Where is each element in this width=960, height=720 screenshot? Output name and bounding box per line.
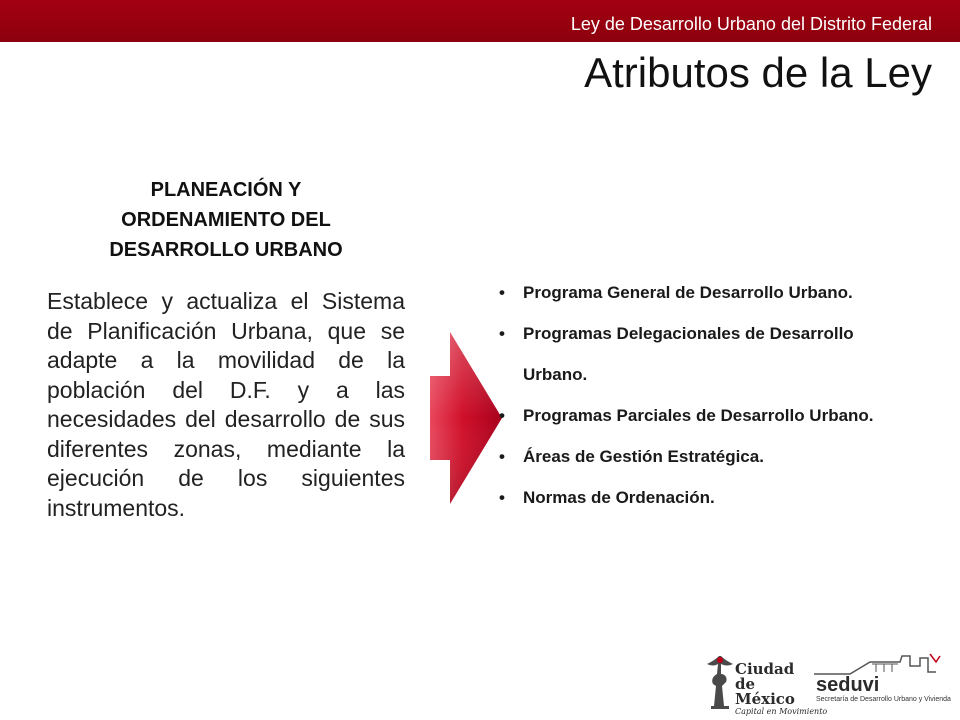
seduvi-name: seduvi — [816, 674, 880, 696]
list-item — [497, 395, 917, 436]
bullet: • — [499, 283, 505, 302]
seduvi-wordmark — [816, 675, 951, 704]
seduvi-logo — [810, 652, 951, 710]
list-item-text: Normas de Ordenación. — [523, 488, 715, 507]
list-item — [497, 477, 917, 518]
list-item — [497, 272, 917, 313]
angel-emblem-icon — [705, 652, 735, 710]
list-item-text: Áreas de Gestión Estratégica. — [523, 447, 764, 466]
section-heading-line: DESARROLLO URBANO — [109, 239, 343, 261]
list-item-text: Programa General de Desarrollo Urbano. — [523, 283, 853, 302]
slide-title: Atributos de la Ley — [584, 49, 932, 96]
cdmx-tagline: Capital en Movimiento — [735, 707, 828, 716]
ciudad-de-mexico-logo — [705, 652, 828, 716]
skyline-icon — [810, 652, 945, 676]
list-item-text: Programas Delegacionales de Desarrollo Urbano. — [523, 324, 854, 384]
right-arrow-icon — [426, 328, 506, 508]
description-paragraph: Establece y actualiza el Sistema de Planificación Urbana, que se adapte a la movilidad de la población del D.F. y a las necesidades del desarrollo de sus diferentes zonas, mediante la ejecución de los siguientes instrumentos. — [47, 288, 405, 521]
list-item — [497, 436, 917, 477]
section-heading — [47, 175, 405, 265]
footer-logos — [705, 652, 951, 716]
section-heading-line: ORDENAMIENTO DEL — [121, 209, 331, 231]
bullet: • — [499, 406, 505, 425]
header-bar — [0, 0, 960, 42]
section-heading-line: PLANEACIÓN Y — [150, 179, 302, 201]
seduvi-tagline: Secretaría de Desarrollo Urbano y Vivienda — [816, 696, 951, 703]
bullet: • — [499, 488, 505, 507]
instrument-list — [497, 272, 917, 518]
list-item — [497, 313, 917, 395]
cdmx-name: Ciudad de México — [735, 660, 795, 708]
header-subtitle: Ley de Desarrollo Urbano del Distrito Federal — [570, 14, 932, 34]
bullet: • — [499, 447, 505, 466]
list-item-text: Programas Parciales de Desarrollo Urbano. — [523, 406, 874, 425]
left-column — [47, 175, 405, 523]
bullet: • — [499, 324, 505, 343]
